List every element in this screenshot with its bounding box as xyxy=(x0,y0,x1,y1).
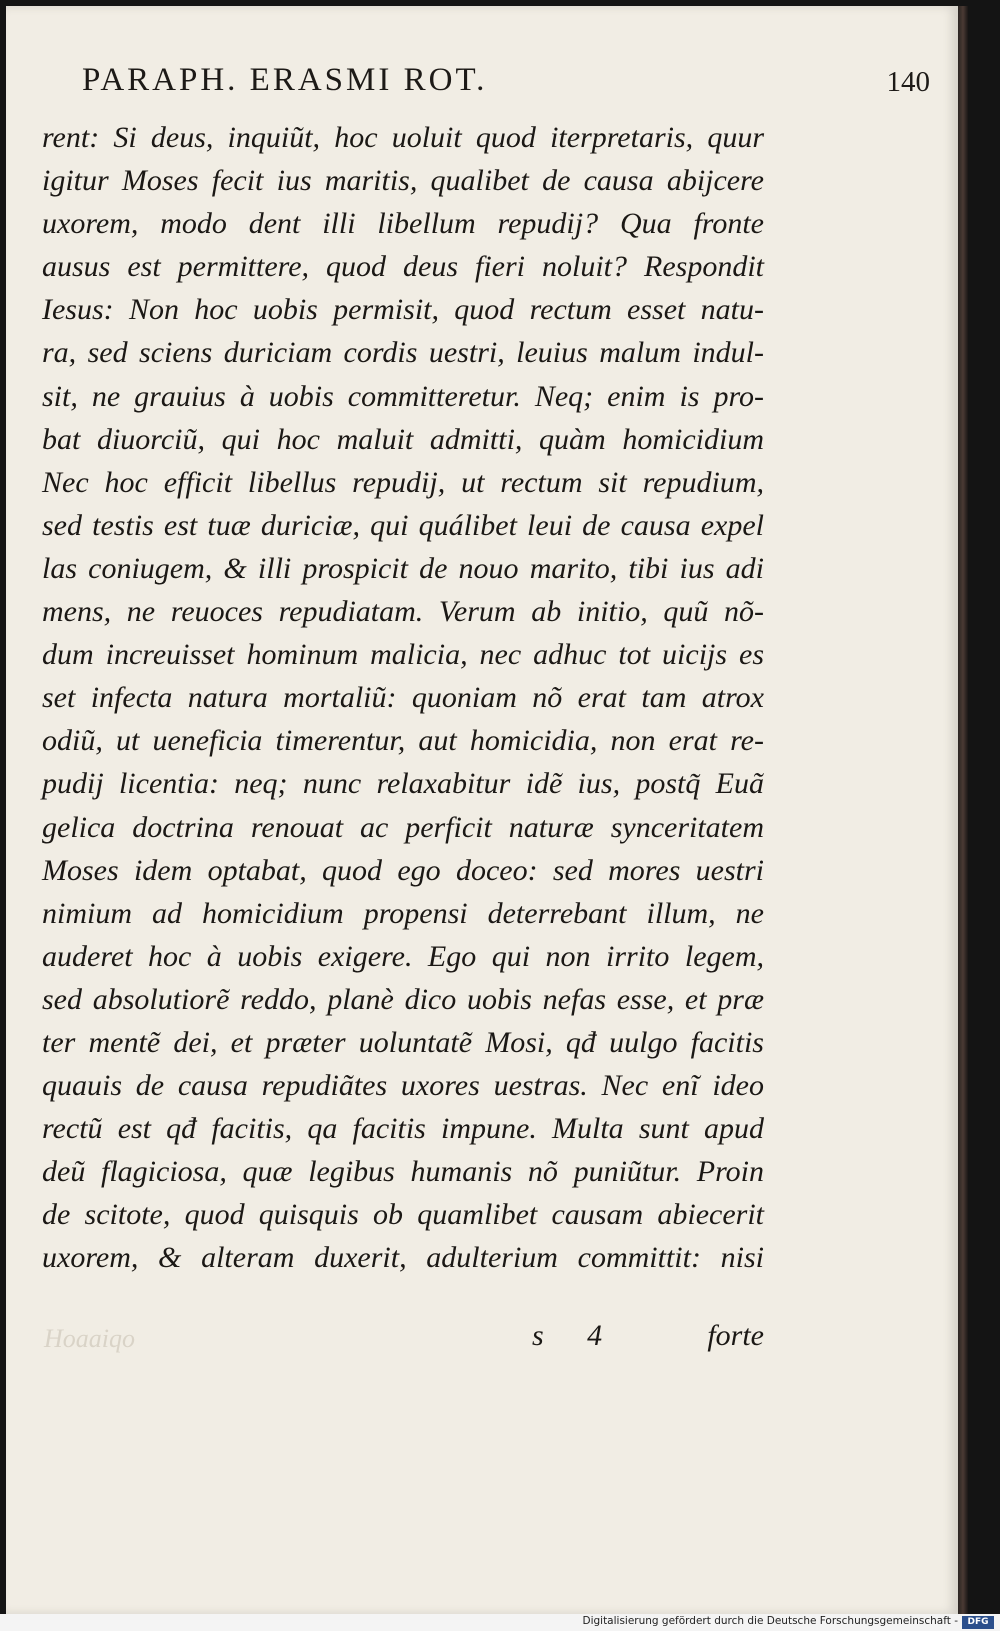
text-line: bat diuorciũ, qui hoc maluit admitti, quàm homicidium xyxy=(42,422,764,456)
text-line: sit, ne grauius à uobis committeretur. Neq; enim is pro- xyxy=(42,379,764,413)
text-line: ter mentẽ dei, et præter uoluntatẽ Mosi, qđ uulgo facitis xyxy=(42,1025,764,1059)
show-through-text: Hoaaiqo xyxy=(44,1324,135,1353)
text-line: uxorem, modo dent illi libellum repudij? Qua fronte xyxy=(42,207,764,241)
page-edge xyxy=(958,6,968,1614)
body-text xyxy=(42,116,764,1280)
text-line: rectũ est qđ facitis, qa facitis impune. Multa sunt apud xyxy=(42,1112,764,1146)
text-line: de scitote, quod quisquis ob quamlibet causam abiecerit xyxy=(42,1198,764,1232)
text-line: rent: Si deus, inquiũt, hoc uoluit quod iterpretaris, quur xyxy=(42,121,764,154)
dfg-logo: DFG xyxy=(962,1616,994,1629)
text-line: ausus est permittere, quod deus fieri noluit? Respondit xyxy=(42,250,764,284)
credit-bar xyxy=(0,1614,1000,1631)
book-page xyxy=(6,6,958,1614)
text-line: Nec hoc efficit libellus repudij, ut rectum sit repudium, xyxy=(42,465,764,499)
text-line: quauis de causa repudiãtes uxores uestras. Nec enĩ ideo xyxy=(42,1069,764,1103)
text-line: igitur Moses fecit ius maritis, qualibet de causa abijcere xyxy=(42,164,764,198)
signature-mark: s 4 xyxy=(532,1319,621,1352)
credit-text: Digitalisierung gefördert durch die Deutsche Forschungsgemeinschaft - xyxy=(582,1615,958,1627)
page-footer xyxy=(42,1319,764,1359)
folio-number: 140 xyxy=(886,66,930,98)
text-line: dum increuisset hominum malicia, nec adhuc tot uicijs es xyxy=(42,638,764,672)
text-line: Moses idem optabat, quod ego doceo: sed mores uestri xyxy=(42,853,764,887)
text-line: odiũ, ut ueneficia timerentur, aut homicidia, non erat re- xyxy=(42,724,764,758)
text-line: gelica doctrina renouat ac perficit naturæ synceritatem xyxy=(42,810,764,844)
text-line: las coniugem, & illi prospicit de nouo marito, tibi ius adi xyxy=(42,551,764,585)
page-header xyxy=(78,62,944,110)
running-head: PARAPH. ERASMI ROT. xyxy=(82,62,488,98)
text-line: deũ flagiciosa, quæ legibus humanis nõ puniũtur. Proin xyxy=(42,1155,764,1189)
text-line: uxorem, & alteram duxerit, adulterium committit: nisi xyxy=(42,1241,764,1275)
text-line: mens, ne reuoces repudiatam. Verum ab initio, quũ nõ- xyxy=(42,595,764,629)
text-line: pudij licentia: neq; nunc relaxabitur idẽ ius, postq̃ Euã xyxy=(42,767,764,801)
catchword: forte xyxy=(707,1319,764,1352)
text-line: set infecta natura mortaliũ: quoniam nõ erat tam atrox xyxy=(42,681,764,715)
text-line: ra, sed sciens duriciam cordis uestri, leuius malum indul- xyxy=(42,336,764,370)
text-line: sed testis est tuæ duriciæ, qui quálibet leui de causa expel xyxy=(42,508,764,542)
text-line: Iesus: Non hoc uobis permisit, quod rectum esset natu- xyxy=(42,293,764,327)
text-line: nimium ad homicidium propensi deterrebant illum, ne xyxy=(42,896,764,930)
text-line: auderet hoc à uobis exigere. Ego qui non irrito legem, xyxy=(42,939,764,973)
text-line: sed absolutiorẽ reddo, planè dico uobis nefas esse, et præ xyxy=(42,982,764,1016)
